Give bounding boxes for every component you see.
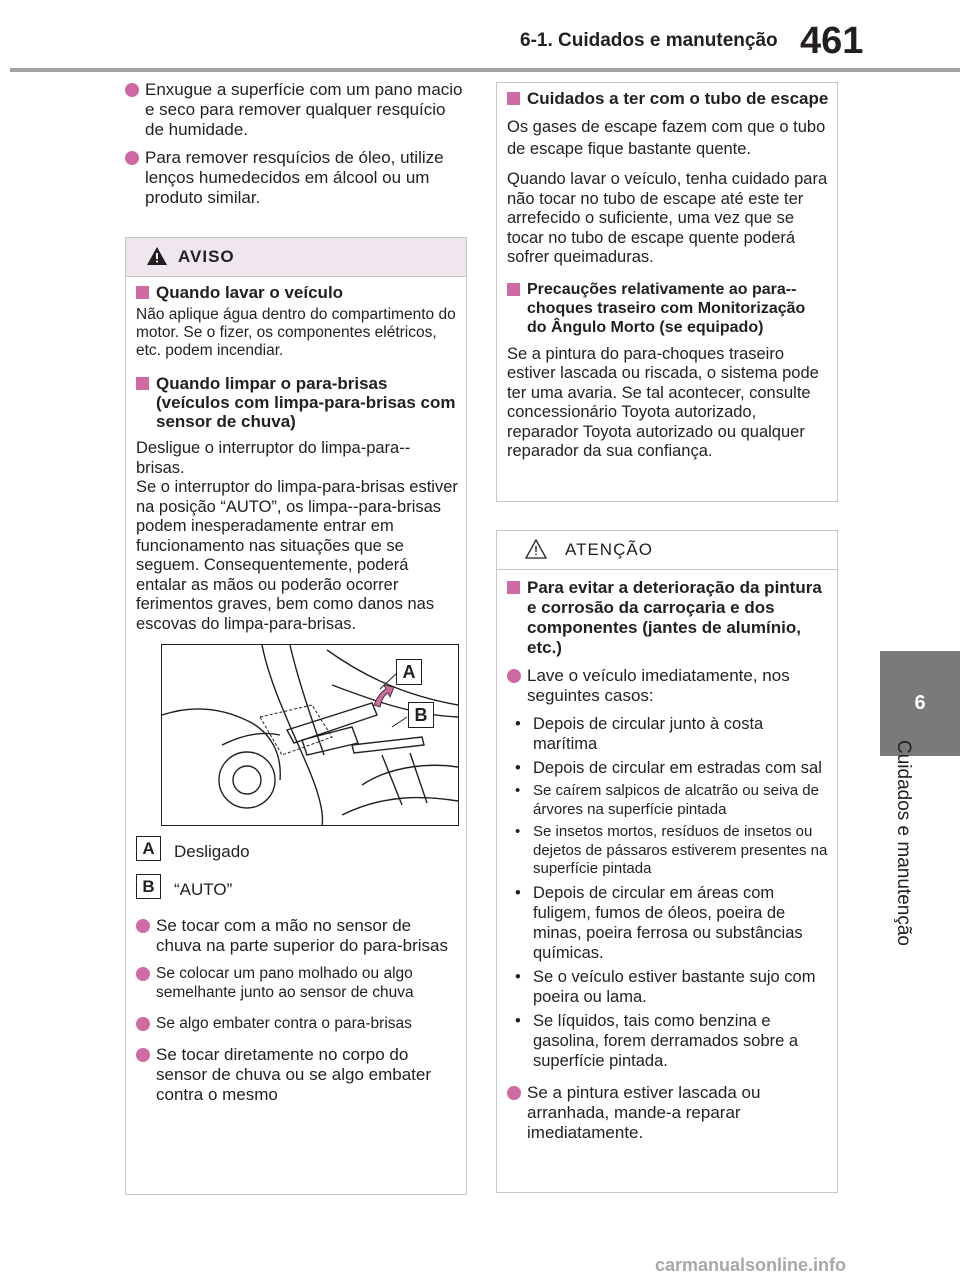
warning-text: Não aplique água dentro do compartimento do motor. Se o fizer, os componentes elétricos, etc. podem incendiar.	[136, 306, 456, 359]
warning-text: Desligue o interruptor do limpa-para--brisas.	[136, 439, 411, 477]
list-item: Se algo embater contra o para-brisas	[136, 1014, 458, 1033]
heading-bumper: Precauções relativamente ao para--choques traseiro com Monitorização do Ângulo Morto (se equipado)	[507, 280, 829, 337]
chapter-tab: 6	[880, 651, 960, 756]
list-item: Se colocar um pano molhado ou algo semelhante junto ao sensor de chuva	[136, 964, 458, 1002]
bullet-dot-icon	[136, 919, 150, 933]
list-item: Para remover resquícios de óleo, utilize lenços humedecidos em álcool ou um produto similar.	[125, 148, 467, 208]
left-intro-bullets	[125, 80, 467, 216]
dash-item: • Se o veículo estiver bastante sujo com poeira ou lama.	[515, 967, 816, 1006]
caution-box	[496, 530, 838, 1193]
legend-item	[136, 874, 458, 904]
warning-heading-windshield: Quando limpar o para-brisas (veículos com limpa-para-brisas com sensor de chuva)	[136, 374, 458, 431]
info-box-exhaust	[496, 82, 838, 502]
bullet-dot-icon	[125, 83, 139, 97]
wiper-switch-illustration	[161, 644, 459, 826]
dash-item: • Se líquidos, tais como benzina e gasolina, forem derramados sobre a superfície pintada.	[515, 1011, 799, 1070]
bullet-dot-icon	[507, 669, 521, 683]
watermark: carmanualsonline.info	[655, 1255, 847, 1275]
dash-item: • Depois de circular em áreas com fuligem, fumos de óleos, poeira de minas, poeira ferrosa ou substâncias químicas.	[515, 883, 803, 962]
warning-header: AVISO	[126, 238, 466, 277]
chapter-side-label: Cuidados e manutenção	[893, 740, 914, 946]
bullet-dot-icon	[136, 967, 150, 981]
list-item: Se tocar com a mão no sensor de chuva na parte superior do para-brisas	[136, 916, 458, 956]
section-square-icon	[507, 92, 520, 105]
dash-item: • Se insetos mortos, resíduos de insetos ou dejetos de pássaros estiverem presentes na superfície pintada	[515, 823, 828, 877]
legend-key: B	[136, 874, 161, 899]
legend-key: A	[136, 836, 161, 861]
page-number: 461	[800, 20, 864, 62]
exhaust-text: Quando lavar o veículo, tenha cuidado para não tocar no tubo de escape até este ter arrefecido o suficiente, uma vez que se tocar no tubo de escape quente poderá sofrer queimaduras.	[507, 170, 828, 266]
bullet-dot-icon	[136, 1017, 150, 1031]
figure-callout-a: A	[396, 659, 422, 685]
dash-item: • Depois de circular junto à costa marítima	[515, 715, 764, 753]
bullet-dot-icon	[125, 151, 139, 165]
legend-text: “AUTO”	[174, 880, 233, 899]
section-title: 6-1. Cuidados e manutenção	[520, 30, 778, 51]
heading-exhaust: Cuidados a ter com o tubo de escape	[507, 89, 829, 108]
header-divider	[10, 68, 960, 72]
caution-triangle-icon	[525, 539, 547, 559]
section-square-icon	[136, 286, 149, 299]
warning-heading-wash: Quando lavar o veículo	[136, 283, 458, 302]
dash-item: • Se caírem salpicos de alcatrão ou seiva de árvores na superfície pintada	[515, 782, 819, 818]
warning-text: Se o interruptor do limpa-para-brisas estiver na posição “AUTO”, os limpa--para-brisas podem inesperadamente entrar em funcionamento nas situações que se seguem. Consequentemente, poderá entalar as mãos ou poderão ocorrer ferimentos graves, bem como danos nas escovas do limpa-para-brisas.	[136, 478, 458, 633]
section-square-icon	[136, 377, 149, 390]
warning-triangle-icon	[146, 246, 168, 266]
list-item: Enxugue a superfície com um pano macio e seco para remover qualquer resquício de humidade.	[125, 80, 467, 140]
caution-heading: Para evitar a deterioração da pintura e corrosão da carroçaria e dos componentes (jantes de alumínio, etc.)	[507, 578, 829, 658]
caution-header: ATENÇÃO	[497, 531, 837, 570]
section-square-icon	[507, 581, 520, 594]
bullet-dot-icon	[507, 1086, 521, 1100]
legend-text: Desligado	[174, 842, 250, 861]
list-item: Se a pintura estiver lascada ou arranhada, mande-a reparar imediatamente.	[507, 1083, 829, 1143]
section-square-icon	[507, 283, 520, 296]
dash-item: • Depois de circular em estradas com sal	[515, 759, 822, 777]
bullet-dot-icon	[136, 1048, 150, 1062]
warning-box	[125, 237, 467, 1195]
bumper-text: Se a pintura do para-choques traseiro estiver lascada ou riscada, o sistema pode ter uma avaria. Se tal acontecer, consulte concessionário Toyota autorizado, reparador Toyota autorizado ou qualquer reparador da sua confiança.	[507, 344, 819, 460]
figure-callout-b: B	[408, 702, 434, 728]
list-item: Lave o veículo imediatamente, nos seguintes casos:	[507, 666, 829, 706]
list-item: Se tocar diretamente no corpo do sensor de chuva ou se algo embater contra o mesmo	[136, 1045, 458, 1105]
exhaust-text: Os gases de escape fazem com que o tubo de escape fique bastante quente.	[507, 118, 826, 158]
legend-item	[136, 836, 458, 866]
